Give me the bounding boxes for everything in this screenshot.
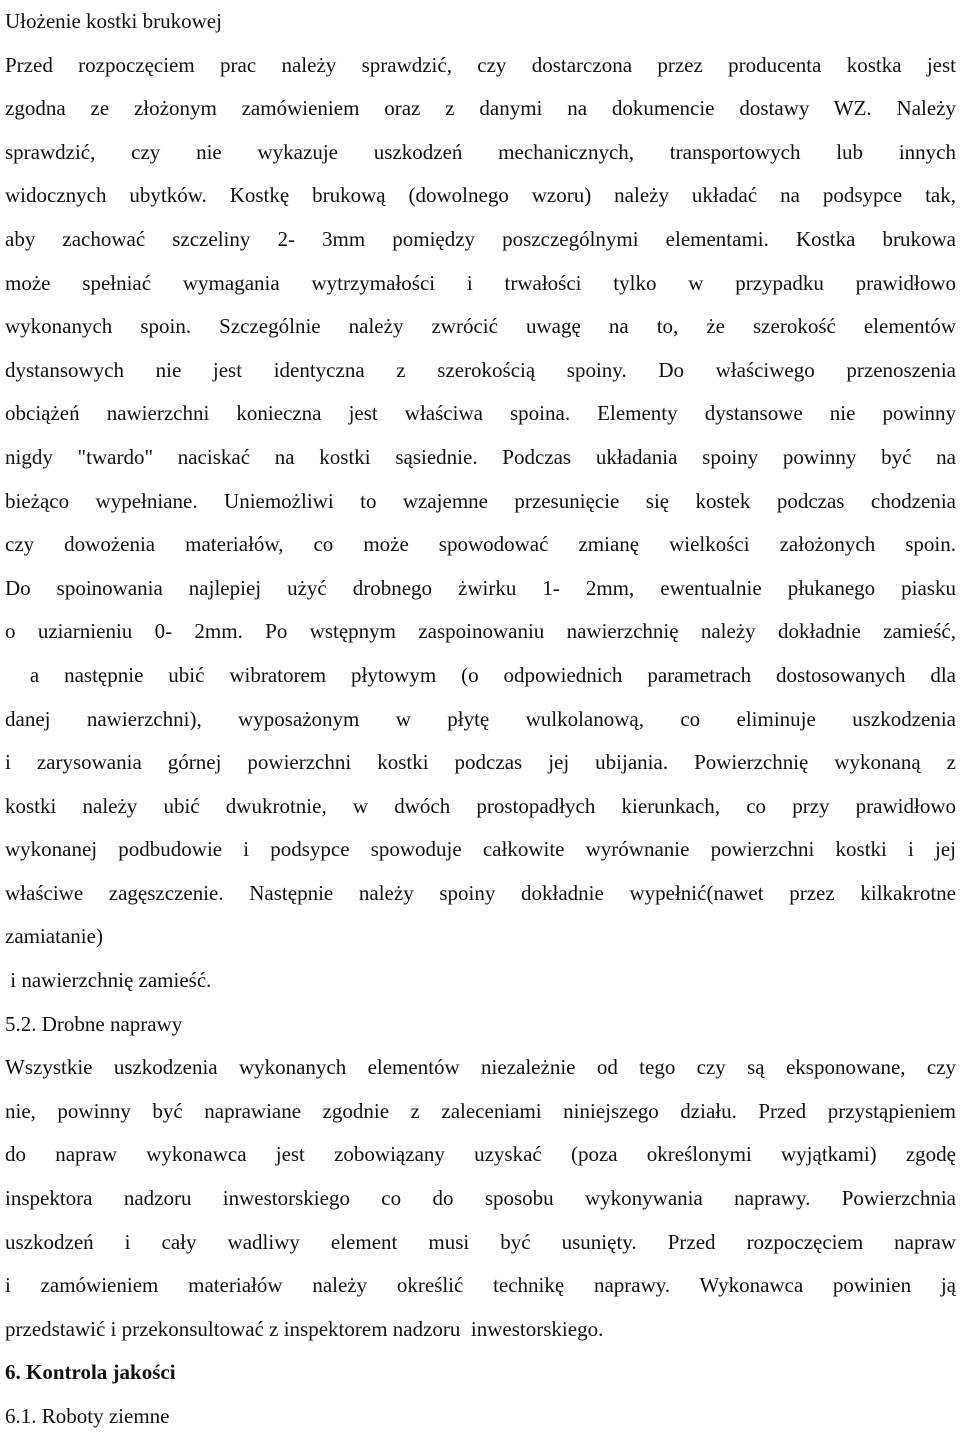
text-line: zamiatanie) xyxy=(5,924,103,949)
text-line: nie, powinny być naprawiane zgodnie z zaleceniami niniejszego działu. Przed przystąpieniem xyxy=(5,1098,956,1123)
text-line: do napraw wykonawca jest zobowiązany uzyskać (poza określonymi wyjątkami) zgodę xyxy=(5,1142,956,1167)
text-line: i zamówieniem materiałów należy określić technikę naprawy. Wykonawca powinien ją xyxy=(5,1273,956,1298)
text-line: i zarysowania górnej powierzchni kostki podczas jej ubijania. Powierzchnię wykonaną z xyxy=(5,750,956,775)
text-line: aby zachować szczeliny 2- 3mm pomiędzy poszczególnymi elementami. Kostka brukowa xyxy=(5,226,956,251)
text-line: uszkodzeń i cały wadliwy element musi być usunięty. Przed rozpoczęciem napraw xyxy=(5,1229,956,1254)
text-line: o uziarnieniu 0- 2mm. Po wstępnym zaspoinowaniu nawierzchnię należy dokładnie zamieść, xyxy=(5,619,956,644)
text-line: danej nawierzchni), wyposażonym w płytę wulkolanową, co eliminuje uszkodzenia xyxy=(5,706,956,731)
subsection-heading-earthworks: 6.1. Roboty ziemne xyxy=(5,1404,170,1428)
text-line: właściwe zagęszczenie. Następnie należy spoiny dokładnie wypełnić(nawet przez kilkakrotne xyxy=(5,880,956,905)
paragraph-minor-repairs xyxy=(5,1046,956,1351)
text-line: Do spoinowania najlepiej użyć drobnego żwirku 1- 2mm, ewentualnie płukanego piasku xyxy=(5,575,956,600)
text-line: czy dowożenia materiałów, co może spowodować zmianę wielkości założonych spoin. xyxy=(5,532,956,557)
text-line: sprawdzić, czy nie wykazuje uszkodzeń mechanicznych, transportowych lub innych xyxy=(5,139,956,164)
text-line: bieżąco wypełniane. Uniemożliwi to wzajemne przesunięcie się kostek podczas chodzenia xyxy=(5,488,956,513)
text-line: zgodna ze złożonym zamówieniem oraz z danymi na dokumencie dostawy WZ. Należy xyxy=(5,96,956,121)
text-line: i nawierzchnię zamieść. xyxy=(5,968,212,993)
text-line: Wszystkie uszkodzenia wykonanych elementów niezależnie od tego czy są eksponowane, czy xyxy=(5,1055,956,1080)
text-line: wykonanej podbudowie i podsypce spowoduje całkowite wyrównanie powierzchni kostki i jej xyxy=(5,837,956,862)
text-line: kostki należy ubić dwukrotnie, w dwóch prostopadłych kierunkach, co przy prawidłowo xyxy=(5,793,956,818)
document-page xyxy=(5,0,956,1439)
text-line: inspektora nadzoru inwestorskiego co do sposobu wykonywania naprawy. Powierzchnia xyxy=(5,1186,956,1211)
paragraph-laying-paving xyxy=(5,44,956,1003)
text-line: obciążeń nawierzchni konieczna jest właściwa spoina. Elementy dystansowe nie powinny xyxy=(5,401,956,426)
text-line: widocznych ubytków. Kostkę brukową (dowolnego wzoru) należy układać na podsypce tak, xyxy=(5,183,956,208)
text-line: a następnie ubić wibratorem płytowym (o odpowiednich parametrach dostosowanych dla xyxy=(5,662,956,687)
chapter-heading: 6. Kontrola jakości xyxy=(5,1360,176,1385)
text-line: Przed rozpoczęciem prac należy sprawdzić, czy dostarczona przez producenta kostka jest xyxy=(5,52,956,77)
text-line: nigdy "twardo" naciskać na kostki sąsiednie. Podczas układania spoiny powinny być na xyxy=(5,444,956,469)
text-line: może spełniać wymagania wytrzymałości i trwałości tylko w przypadku prawidłowo xyxy=(5,270,956,295)
subsection-heading: 5.2. Drobne naprawy xyxy=(5,1011,183,1036)
section-heading: Ułożenie kostki brukowej xyxy=(5,9,222,33)
text-line: wykonanych spoin. Szczególnie należy zwrócić uwagę na to, że szerokość elementów xyxy=(5,314,956,339)
text-line: dystansowych nie jest identyczna z szerokością spoiny. Do właściwego przenoszenia xyxy=(5,357,956,382)
text-line: przedstawić i przekonsultować z inspektorem nadzoru inwestorskiego. xyxy=(5,1316,604,1341)
